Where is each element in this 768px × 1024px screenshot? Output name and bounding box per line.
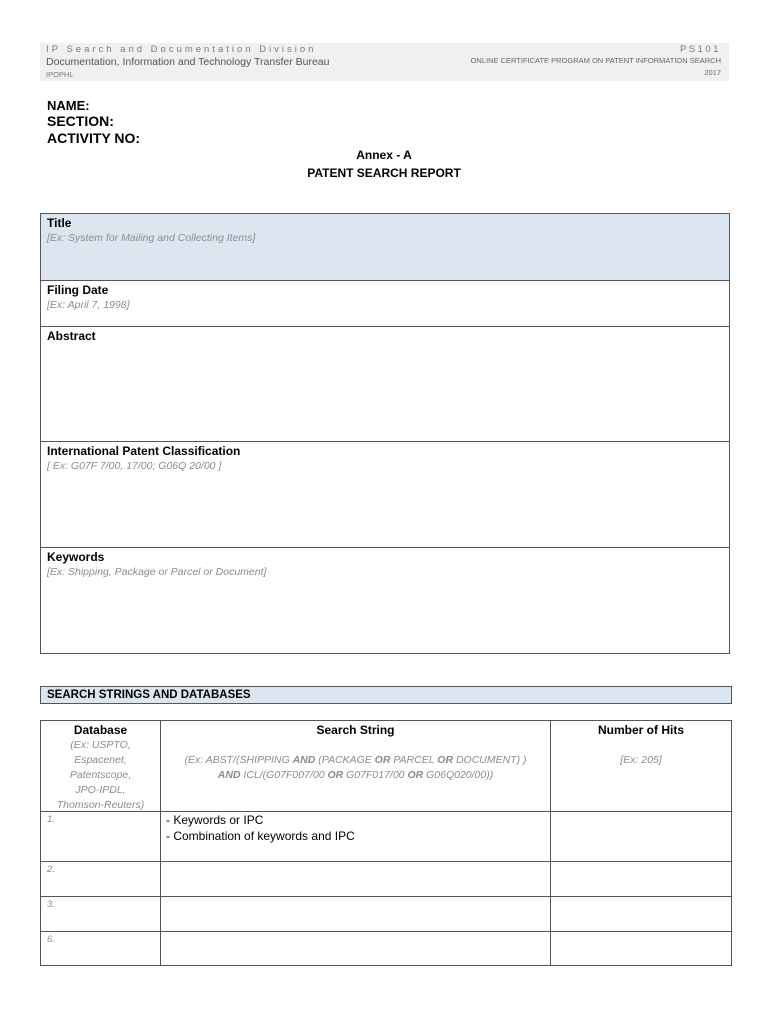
search-string-example: (Ex: ABST/(SHIPPING AND (PACKAGE OR PARCEL OR DOCUMENT) ) AND ICL/(G07F007/00 OR G07F017/00 OR G06Q020/00)): [184, 754, 527, 781]
bureau-name: Documentation, Information and Technology Transfer Bureau: [46, 56, 330, 68]
title-box[interactable]: [40, 213, 730, 281]
keywords-box[interactable]: [40, 547, 730, 654]
hits-example: [Ex: 205]: [620, 754, 662, 766]
filing-date-label: Filing Date: [47, 283, 109, 297]
filing-date-example: [Ex: April 7, 1998]: [47, 299, 130, 311]
abstract-label: Abstract: [47, 329, 96, 343]
activity-field-label: ACTIVITY NO:: [47, 130, 141, 146]
row-instruction: - Keywords or IPC: [166, 813, 264, 827]
program-name: ONLINE CERTIFICATE PROGRAM ON PATENT INFORMATION SEARCH: [470, 56, 721, 65]
search-string-header: Search String: [316, 723, 395, 737]
row-number: 6.: [47, 934, 55, 945]
report-title: PATENT SEARCH REPORT: [307, 166, 461, 180]
keywords-example: [Ex: Shipping, Package or Parcel or Document]: [47, 566, 267, 578]
title-label: Title: [47, 216, 72, 230]
row-instruction: - Combination of keywords and IPC: [166, 829, 355, 843]
row-number: 3.: [47, 899, 55, 910]
row-divider: [41, 931, 731, 932]
row-divider: [41, 896, 731, 897]
row-divider: [41, 861, 731, 862]
search-section-title: SEARCH STRINGS AND DATABASES: [47, 689, 251, 701]
keywords-label: Keywords: [47, 550, 105, 564]
row-number: 1.: [47, 814, 55, 825]
org-name: IPOPHL: [46, 70, 74, 79]
name-field-label: NAME:: [47, 98, 90, 113]
annex-label: Annex - A: [356, 148, 412, 162]
program-year: 2017: [704, 68, 721, 77]
search-section-header: [40, 686, 732, 704]
abstract-box[interactable]: [40, 326, 730, 442]
ipc-example: [ Ex: G07F 7/00, 17/00; G06Q 20/00 ]: [47, 460, 222, 472]
ipc-box[interactable]: [40, 441, 730, 548]
database-header: Database: [73, 723, 128, 737]
filing-date-box[interactable]: [40, 280, 730, 327]
database-example: (Ex: USPTO, Espacenet, Patentscope, JPO-IPDL, Thomson-Reuters): [56, 739, 145, 811]
hits-header: Number of Hits: [597, 723, 684, 737]
document-header: [40, 43, 729, 81]
course-code: PS101: [679, 44, 721, 55]
row-number: 2.: [47, 864, 55, 875]
section-field-label: SECTION:: [47, 113, 114, 129]
title-example: [Ex: System for Mailing and Collecting Items]: [47, 232, 256, 244]
division-name: IP Search and Documentation Division: [46, 44, 317, 55]
search-table: [40, 720, 732, 966]
ipc-label: International Patent Classification: [47, 444, 241, 458]
